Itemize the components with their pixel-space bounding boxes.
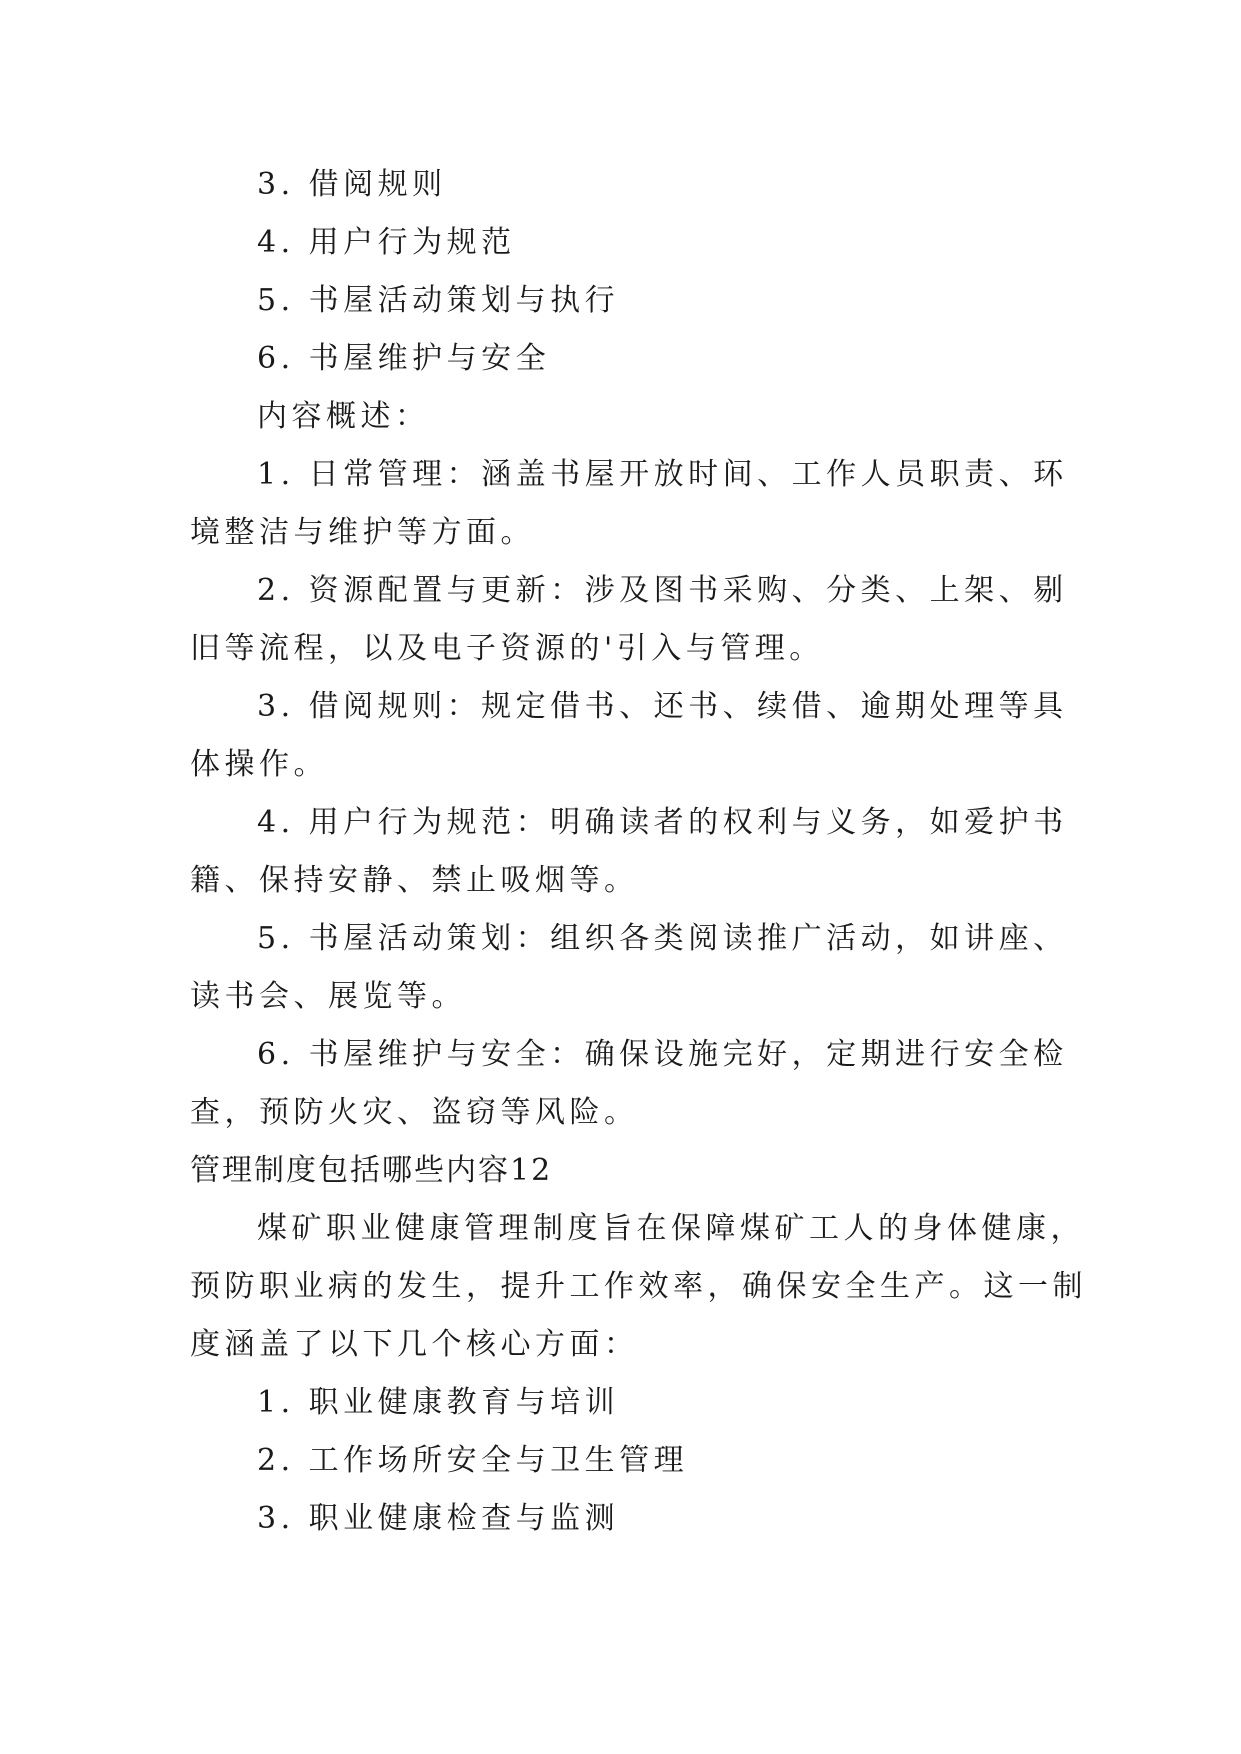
detail-paragraph-line: 6. 书屋维护与安全：确保设施完好，定期进行安全检 bbox=[257, 1037, 1068, 1072]
section-heading: 管理制度包括哪些内容12 bbox=[190, 1153, 553, 1188]
intro-paragraph-line: 煤矿职业健康管理制度旨在保障煤矿工人的身体健康， bbox=[257, 1211, 1085, 1246]
list-item: 5. 书屋活动策划与执行 bbox=[257, 283, 620, 318]
detail-paragraph-line: 5. 书屋活动策划：组织各类阅读推广活动，如讲座、 bbox=[257, 921, 1068, 956]
list-item: 3. 借阅规则 bbox=[257, 167, 447, 202]
detail-paragraph-line: 3. 借阅规则：规定借书、还书、续借、逾期处理等具 bbox=[257, 689, 1068, 724]
list-item: 1. 职业健康教育与培训 bbox=[257, 1385, 620, 1420]
intro-paragraph-line: 度涵盖了以下几个核心方面： bbox=[190, 1327, 639, 1362]
detail-paragraph-line: 读书会、展览等。 bbox=[190, 979, 466, 1014]
list-item: 2. 工作场所安全与卫生管理 bbox=[257, 1443, 689, 1478]
detail-paragraph-line: 4. 用户行为规范：明确读者的权利与义务，如爱护书 bbox=[257, 805, 1068, 840]
detail-paragraph-line: 旧等流程，以及电子资源的'引入与管理。 bbox=[190, 631, 824, 666]
list-item: 6. 书屋维护与安全 bbox=[257, 341, 551, 376]
detail-paragraph-line: 查，预防火灾、盗窃等风险。 bbox=[190, 1095, 639, 1130]
detail-paragraph-line: 体操作。 bbox=[190, 747, 328, 782]
intro-paragraph-line: 预防职业病的发生，提升工作效率，确保安全生产。这一制 bbox=[190, 1269, 1087, 1304]
detail-paragraph-line: 籍、保持安静、禁止吸烟等。 bbox=[190, 863, 639, 898]
detail-paragraph-line: 2. 资源配置与更新：涉及图书采购、分类、上架、剔 bbox=[257, 573, 1068, 608]
overview-label: 内容概述： bbox=[257, 399, 430, 434]
detail-paragraph-line: 境整洁与维护等方面。 bbox=[190, 515, 535, 550]
list-item: 4. 用户行为规范 bbox=[257, 225, 516, 260]
detail-paragraph-line: 1. 日常管理：涵盖书屋开放时间、工作人员职责、环 bbox=[257, 457, 1068, 492]
list-item: 3. 职业健康检查与监测 bbox=[257, 1501, 620, 1536]
